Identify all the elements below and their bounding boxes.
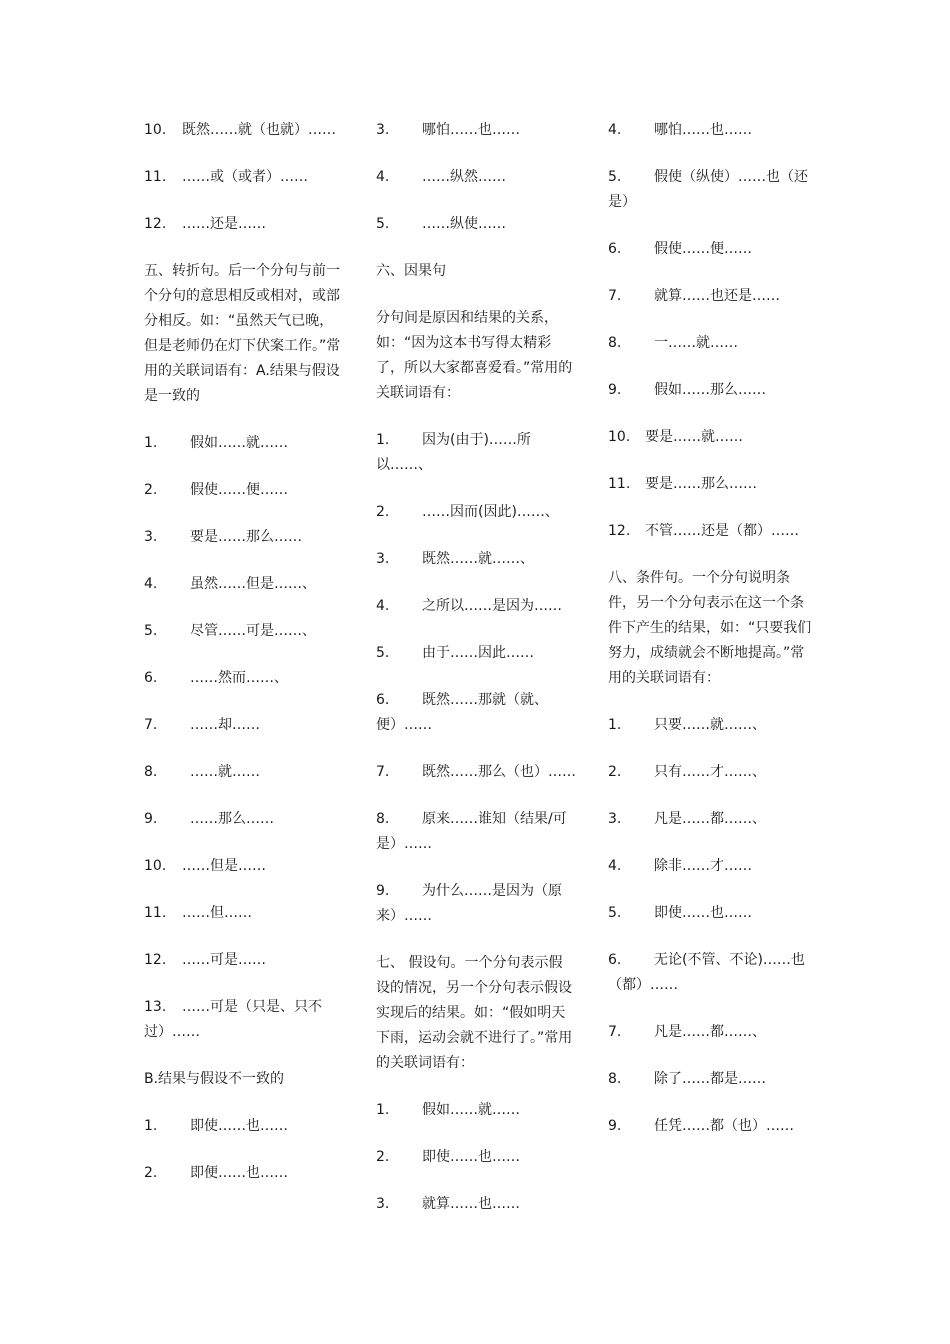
item-text: 由于……因此…… xyxy=(422,645,534,661)
list-item xyxy=(144,1161,344,1186)
item-text: 除了……都是…… xyxy=(654,1071,766,1087)
item-number: 2. xyxy=(376,504,390,520)
paragraph: 八、条件句。一个分句说明条件，另一个分句表示在这一个条件下产生的结果，如：“只要我们努力，成绩就会不断地提高。”常用的关联词语有： xyxy=(608,570,812,686)
item-text: 原来……谁知（结果/可是）…… xyxy=(376,811,567,852)
item-text: 只要……就……、 xyxy=(654,717,766,733)
list-item xyxy=(144,666,344,691)
item-number: 3. xyxy=(376,1196,390,1212)
list-item xyxy=(376,688,576,738)
item-text: ……可是（只是、只不过）…… xyxy=(144,999,322,1040)
item-number: 10. xyxy=(144,122,167,138)
item-number: 8. xyxy=(608,335,622,351)
item-number: 9. xyxy=(144,811,158,827)
item-text: ……然而……、 xyxy=(190,670,288,686)
item-text: ……但是…… xyxy=(182,858,266,874)
item-number: 1. xyxy=(376,432,390,448)
item-text: ……那么…… xyxy=(190,811,274,827)
item-text: ……可是…… xyxy=(182,952,266,968)
list-item xyxy=(144,948,344,973)
item-number: 6. xyxy=(376,692,390,708)
list-item xyxy=(144,854,344,879)
item-text: 假如……那么…… xyxy=(654,382,766,398)
item-text: ……纵使…… xyxy=(422,216,506,232)
item-text: 假如……就…… xyxy=(422,1102,520,1118)
list-item xyxy=(376,118,576,143)
item-text: 只有……才……、 xyxy=(654,764,766,780)
item-text: ……因而(因此)……、 xyxy=(422,504,559,520)
item-number: 2. xyxy=(144,1165,158,1181)
list-item xyxy=(376,1098,576,1123)
item-number: 8. xyxy=(144,764,158,780)
item-number: 12. xyxy=(144,952,167,968)
list-item xyxy=(608,854,813,879)
item-text: 假使……便…… xyxy=(190,482,288,498)
item-text: 尽管……可是……、 xyxy=(190,623,316,639)
list-item xyxy=(608,760,813,785)
list-item xyxy=(376,1145,576,1170)
item-text: 哪怕……也…… xyxy=(422,122,520,138)
item-text: 虽然……但是……、 xyxy=(190,576,316,592)
item-number: 8. xyxy=(376,811,390,827)
paragraph: 五、转折句。后一个分句与前一个分句的意思相反或相对，或部分相反。如：“虽然天气已晚，但是老师仍在灯下伏案工作。”常用的关联词语有：A.结果与假设是一致的 xyxy=(144,263,341,404)
list-item xyxy=(376,807,576,857)
item-number: 1. xyxy=(144,1118,158,1134)
item-number: 11. xyxy=(144,905,167,921)
column-right xyxy=(608,118,813,1161)
item-text: 假使……便…… xyxy=(654,241,752,257)
item-text: 就算……也…… xyxy=(422,1196,520,1212)
item-number: 13. xyxy=(144,999,167,1015)
list-item xyxy=(376,547,576,572)
item-number: 4. xyxy=(608,122,622,138)
item-number: 3. xyxy=(376,551,390,567)
item-number: 12. xyxy=(608,523,631,539)
item-text: ……或（或者）…… xyxy=(182,169,308,185)
list-item xyxy=(144,431,344,456)
list-item xyxy=(144,572,344,597)
paragraph: 分句间是原因和结果的关系，如：“因为这本书写得太精彩了，所以大家都喜爱看。”常用的关联词语有： xyxy=(376,310,573,401)
list-item xyxy=(608,713,813,738)
item-text: 不管……还是（都）…… xyxy=(645,523,799,539)
item-text: 要是……那么…… xyxy=(645,476,757,492)
list-item xyxy=(376,165,576,190)
item-number: 10. xyxy=(144,858,167,874)
item-number: 6. xyxy=(608,241,622,257)
list-item xyxy=(608,425,813,450)
item-number: 2. xyxy=(144,482,158,498)
list-item xyxy=(608,237,813,262)
list-item xyxy=(144,478,344,503)
paragraph: 七、 假设句。一个分句表示假设的情况，另一个分句表示假设实现后的结果。如：“假如明天下雨，运动会就不进行了。”常用的关联词语有： xyxy=(376,955,573,1071)
item-text: 凡是……都……、 xyxy=(654,811,766,827)
list-item xyxy=(144,165,344,190)
item-number: 4. xyxy=(608,858,622,874)
item-text: 既然……那么（也）…… xyxy=(422,764,576,780)
list-item xyxy=(608,165,813,215)
item-text: 既然……那就（就、便）…… xyxy=(376,692,548,733)
list-item xyxy=(608,331,813,356)
list-item xyxy=(376,428,576,478)
list-item xyxy=(376,212,576,237)
item-text: 既然……就（也就）…… xyxy=(182,122,336,138)
item-number: 2. xyxy=(376,1149,390,1165)
item-number: 9. xyxy=(608,382,622,398)
item-number: 6. xyxy=(608,952,622,968)
item-number: 5. xyxy=(144,623,158,639)
list-item xyxy=(144,212,344,237)
item-number: 9. xyxy=(608,1118,622,1134)
list-item xyxy=(608,901,813,926)
item-text: ……但…… xyxy=(182,905,252,921)
item-number: 2. xyxy=(608,764,622,780)
item-text: 之所以……是因为…… xyxy=(422,598,562,614)
item-number: 4. xyxy=(376,598,390,614)
item-number: 7. xyxy=(144,717,158,733)
list-item xyxy=(144,713,344,738)
item-number: 9. xyxy=(376,883,390,899)
item-number: 7. xyxy=(376,764,390,780)
item-number: 8. xyxy=(608,1071,622,1087)
list-item xyxy=(608,378,813,403)
item-text: 即使……也…… xyxy=(654,905,752,921)
list-item xyxy=(376,760,576,785)
list-item xyxy=(608,1020,813,1045)
item-number: 10. xyxy=(608,429,631,445)
item-text: 假如……就…… xyxy=(190,435,288,451)
item-number: 3. xyxy=(144,529,158,545)
item-number: 7. xyxy=(608,288,622,304)
item-text: 即使……也…… xyxy=(422,1149,520,1165)
list-item xyxy=(376,641,576,666)
list-item xyxy=(608,1067,813,1092)
list-item xyxy=(144,525,344,550)
item-number: 5. xyxy=(376,216,390,232)
item-text: 假使（纵使）……也（还是） xyxy=(608,169,808,210)
item-text: 要是……就…… xyxy=(645,429,743,445)
item-text: 哪怕……也…… xyxy=(654,122,752,138)
column-left xyxy=(144,118,344,1208)
paragraph: 六、因果句 xyxy=(376,263,446,279)
item-number: 5. xyxy=(608,169,622,185)
list-item xyxy=(144,901,344,926)
list-item xyxy=(144,760,344,785)
item-number: 5. xyxy=(608,905,622,921)
list-item xyxy=(376,879,576,929)
list-item xyxy=(144,807,344,832)
item-text: 任凭……都（也）…… xyxy=(654,1118,794,1134)
list-item xyxy=(608,807,813,832)
item-text: 因为(由于)……所以……、 xyxy=(376,432,531,473)
item-number: 4. xyxy=(376,169,390,185)
list-item xyxy=(608,118,813,143)
list-item xyxy=(608,948,813,998)
item-text: 即使……也…… xyxy=(190,1118,288,1134)
list-item xyxy=(144,995,344,1045)
item-text: ……却…… xyxy=(190,717,260,733)
item-text: ……纵然…… xyxy=(422,169,506,185)
item-text: 为什么……是因为（原来）…… xyxy=(376,883,562,924)
item-number: 7. xyxy=(608,1024,622,1040)
item-text: 除非……才…… xyxy=(654,858,752,874)
item-number: 4. xyxy=(144,576,158,592)
item-number: 1. xyxy=(608,717,622,733)
item-number: 1. xyxy=(376,1102,390,1118)
paragraph: B.结果与假设不一致的 xyxy=(144,1071,285,1087)
list-item xyxy=(608,1114,813,1139)
item-text: ……还是…… xyxy=(182,216,266,232)
item-number: 11. xyxy=(144,169,167,185)
list-item xyxy=(376,594,576,619)
item-number: 1. xyxy=(144,435,158,451)
item-text: 就算……也还是…… xyxy=(654,288,780,304)
item-text: ……就…… xyxy=(190,764,260,780)
item-text: 即便……也…… xyxy=(190,1165,288,1181)
item-number: 3. xyxy=(608,811,622,827)
item-text: 无论(不管、不论)……也（都）…… xyxy=(608,952,805,993)
list-item xyxy=(608,472,813,497)
column-middle xyxy=(376,118,576,1239)
item-number: 6. xyxy=(144,670,158,686)
item-text: 既然……就……、 xyxy=(422,551,534,567)
item-number: 3. xyxy=(376,122,390,138)
list-item xyxy=(144,1114,344,1139)
list-item xyxy=(144,619,344,644)
list-item xyxy=(376,1192,576,1217)
item-text: 凡是……都……、 xyxy=(654,1024,766,1040)
item-text: 要是……那么…… xyxy=(190,529,302,545)
list-item xyxy=(608,519,813,544)
item-number: 5. xyxy=(376,645,390,661)
item-text: 一……就…… xyxy=(654,335,738,351)
list-item xyxy=(608,284,813,309)
item-number: 12. xyxy=(144,216,167,232)
list-item xyxy=(144,118,344,143)
item-number: 11. xyxy=(608,476,631,492)
list-item xyxy=(376,500,576,525)
